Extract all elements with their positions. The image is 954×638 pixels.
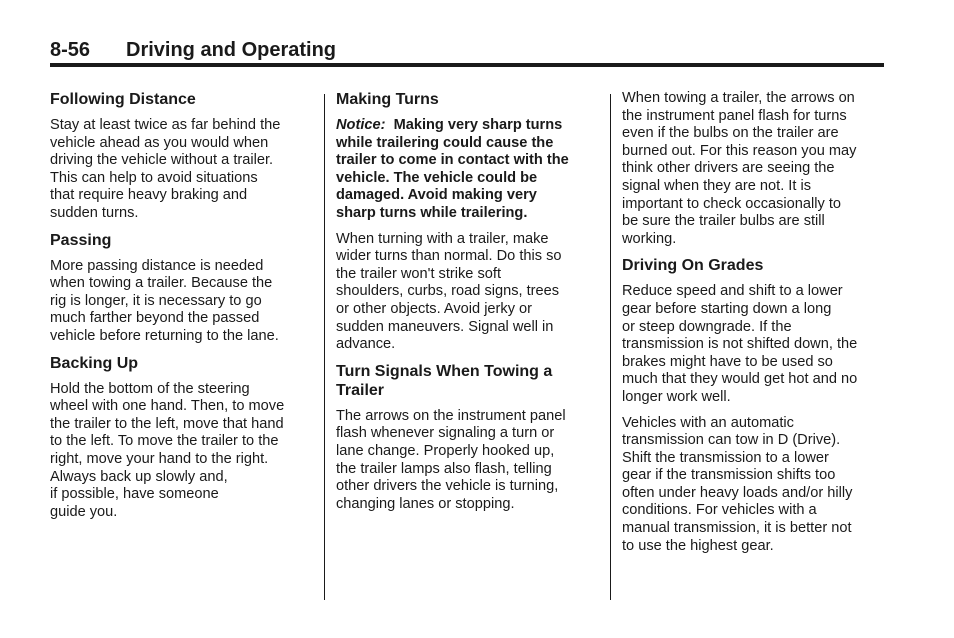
- text-line: brakes might have to be used so: [622, 353, 833, 370]
- notice-line: damaged. Avoid making very: [336, 187, 537, 204]
- text-line: the trailer lamps also flash, telling: [336, 460, 552, 477]
- grades-text-1: [622, 283, 888, 406]
- section-heading-passing: Passing: [50, 231, 112, 249]
- text-line: other drivers the vehicle is turning,: [336, 478, 559, 495]
- text-line: signal when they are not. It is: [622, 177, 812, 194]
- notice-line: trailer to come in contact with the: [336, 152, 569, 169]
- notice-label: Notice:: [336, 117, 386, 133]
- section-heading-turn-signals: [336, 362, 598, 400]
- text-line: manual transmission, it is better not: [622, 520, 852, 537]
- text-line: transmission is not shifted down, the: [622, 336, 858, 353]
- notice-line: sharp turns while trailering.: [336, 204, 528, 221]
- text-line: When towing a trailer, the arrows on: [622, 90, 855, 106]
- text-line: the trailer to the left, move that hand: [50, 415, 284, 432]
- text-line: even if the bulbs on the trailer are: [622, 125, 839, 142]
- section-heading-making-turns: Making Turns: [336, 91, 439, 108]
- column-middle: [336, 90, 598, 521]
- text-line: much that they would get hot and no: [622, 371, 858, 388]
- text-line: gear before starting down a long: [622, 300, 832, 317]
- grades-text-2: [622, 415, 888, 556]
- header-rule: [50, 63, 884, 67]
- text-line: Reduce speed and shift to a lower: [622, 283, 843, 300]
- column-divider-left: [324, 94, 325, 600]
- text-line: often under heavy loads and/or hilly: [622, 484, 853, 501]
- text-line: to use the highest gear.: [622, 537, 774, 554]
- text-line: driving the vehicle without a trailer.: [50, 152, 274, 169]
- text-line: This can help to avoid situations: [50, 169, 258, 186]
- text-line: Hold the bottom of the steering: [50, 380, 250, 397]
- text-line: The arrows on the instrument panel: [336, 407, 566, 424]
- text-line: wheel with one hand. Then, to move: [50, 398, 285, 415]
- text-line: advance.: [336, 336, 396, 353]
- heading-line: Trailer: [336, 381, 385, 399]
- heading-line: Turn Signals When Towing a: [336, 362, 553, 380]
- text-line: to the left. To move the trailer to the: [50, 433, 279, 450]
- text-line: the trailer won't strike soft: [336, 265, 501, 282]
- text-line: working.: [622, 230, 677, 247]
- text-line: longer work well.: [622, 388, 731, 405]
- text-line: Always back up slowly and,: [50, 468, 228, 485]
- text-line: think other drivers are seeing the: [622, 160, 835, 177]
- notice-line: Making very sharp turns: [393, 117, 563, 133]
- text-line: the instrument panel flash for turns: [622, 107, 847, 124]
- text-line: or other objects. Avoid jerky or: [336, 300, 533, 317]
- text-line: guide you.: [50, 503, 118, 520]
- text-line: if possible, have someone: [50, 486, 219, 503]
- section-heading-driving-on-grades: Driving On Grades: [622, 257, 764, 275]
- text-line: that require heavy braking and: [50, 187, 248, 204]
- section-heading-following-distance: Following Distance: [50, 91, 196, 108]
- text-line: sudden turns.: [50, 204, 139, 221]
- backing-up-text: [50, 381, 312, 522]
- notice-paragraph: [336, 117, 598, 223]
- column-right: [622, 90, 888, 563]
- text-line: or steep downgrade. If the: [622, 318, 792, 335]
- text-line: Shift the transmission to a lower: [622, 449, 829, 466]
- text-line: much farther beyond the passed: [50, 310, 260, 327]
- section-heading-backing-up: Backing Up: [50, 354, 139, 372]
- text-line: be sure the trailer bulbs are still: [622, 213, 825, 230]
- text-line: transmission can tow in D (Drive).: [622, 432, 841, 449]
- text-line: lane change. Properly hooked up,: [336, 442, 555, 459]
- page-header: [50, 38, 884, 62]
- column-divider-right: [610, 94, 611, 600]
- turn-signals-text: [336, 408, 598, 514]
- turn-signals-continued-text: [622, 90, 888, 248]
- text-line: right, move your hand to the right.: [50, 450, 269, 467]
- chapter-title: Driving and Operating: [126, 39, 337, 61]
- page-number: 8-56: [50, 39, 91, 61]
- text-line: Vehicles with an automatic: [622, 414, 794, 431]
- text-line: rig is longer, it is necessary to go: [50, 292, 262, 309]
- text-line: flash whenever signaling a turn or: [336, 425, 555, 442]
- text-line: gear if the transmission shifts too: [622, 467, 836, 484]
- text-line: sudden maneuvers. Signal well in: [336, 318, 554, 335]
- passing-text: [50, 258, 312, 346]
- text-line: More passing distance is needed: [50, 257, 264, 274]
- text-line: Stay at least twice as far behind the: [50, 117, 281, 133]
- column-left: [50, 90, 312, 529]
- text-line: when towing a trailer. Because the: [50, 275, 273, 292]
- text-line: vehicle before returning to the lane.: [50, 327, 279, 344]
- text-line: vehicle ahead as you would when: [50, 134, 269, 151]
- notice-line: while trailering could cause the: [336, 134, 554, 151]
- text-line: important to check occasionally to: [622, 195, 842, 212]
- text-line: changing lanes or stopping.: [336, 495, 515, 512]
- text-line: When turning with a trailer, make: [336, 230, 549, 247]
- following-distance-text: [50, 117, 312, 223]
- making-turns-text: [336, 231, 598, 354]
- text-line: burned out. For this reason you may: [622, 142, 857, 159]
- text-line: shoulders, curbs, road signs, trees: [336, 283, 560, 300]
- text-line: conditions. For vehicles with a: [622, 502, 817, 519]
- text-line: wider turns than normal. Do this so: [336, 248, 562, 265]
- notice-line: vehicle. The vehicle could be: [336, 169, 538, 186]
